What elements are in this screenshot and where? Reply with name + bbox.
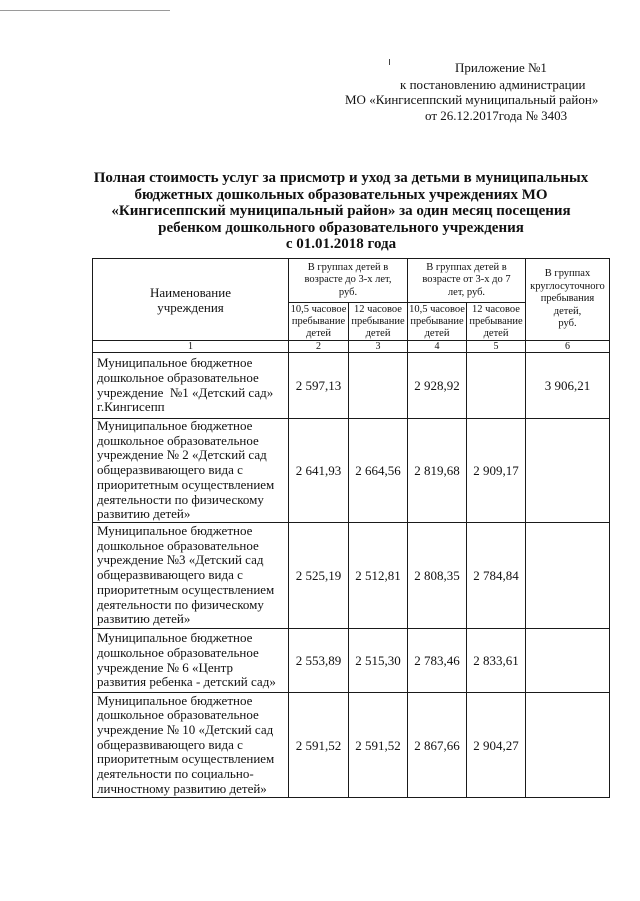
column-number: 5 [467, 341, 526, 353]
cost-value [526, 419, 610, 523]
column-number-row [93, 341, 610, 353]
column-number: 1 [93, 341, 289, 353]
table-row [93, 419, 610, 523]
institution-name: Муниципальное бюджетное дошкольное образовательное учреждение № 6 «Центр развития ребенка - детский сад» [93, 629, 289, 693]
cost-value: 2 664,56 [349, 419, 408, 523]
cost-value [526, 629, 610, 693]
column-number: 3 [349, 341, 408, 353]
cost-value: 2 641,93 [289, 419, 349, 523]
cost-value: 2 553,89 [289, 629, 349, 693]
header-group-3-to-7: В группах детей в возрасте от 3-х до 7 лет, руб. [408, 259, 526, 303]
column-number: 2 [289, 341, 349, 353]
header-institution-name: Наименование учреждения [93, 259, 289, 341]
table-header-row [93, 259, 610, 303]
cost-value [526, 523, 610, 629]
cost-value: 2 597,13 [289, 353, 349, 419]
municipality-name: МО «Кингисеппский муниципальный район» [345, 92, 599, 107]
cost-value: 2 867,66 [408, 693, 467, 798]
cost-value [526, 693, 610, 798]
table-row [93, 693, 610, 798]
resolution-date-number: от 26.12.2017года № 3403 [425, 108, 568, 123]
cost-value: 3 906,21 [526, 353, 610, 419]
appendix-label: Приложение №1 [455, 60, 547, 75]
institution-name: Муниципальное бюджетное дошкольное образовательное учреждение № 10 «Детский сад общеразвивающего вида с приоритетным осуществлением деятельности по социально- личностному развитию детей» [93, 693, 289, 798]
cost-value [349, 353, 408, 419]
header-group-under-3: В группах детей в возрасте до 3-х лет, руб. [289, 259, 408, 303]
table-row [93, 629, 610, 693]
table-row [93, 523, 610, 629]
cost-value: 2 819,68 [408, 419, 467, 523]
column-number: 4 [408, 341, 467, 353]
cost-value: 2 591,52 [349, 693, 408, 798]
subheader-10-5-hour-under-3: 10,5 часовое пребывание детей [289, 303, 349, 341]
cost-value: 2 909,17 [467, 419, 526, 523]
cost-value: 2 928,92 [408, 353, 467, 419]
header-round-the-clock: В группах круглосуточного пребывания детей, руб. [526, 259, 610, 341]
scan-edge-line [0, 10, 170, 11]
cost-value: 2 784,84 [467, 523, 526, 629]
cost-value: 2 833,61 [467, 629, 526, 693]
cost-value: 2 591,52 [289, 693, 349, 798]
resolution-reference: к постановлению администрации [400, 77, 586, 92]
subheader-12-hour-3-to-7: 12 часовое пребывание детей [467, 303, 526, 341]
table-row [93, 353, 610, 419]
cost-value: 2 512,81 [349, 523, 408, 629]
cost-value: 2 808,35 [408, 523, 467, 629]
cost-table [92, 258, 610, 798]
cost-value: 2 525,19 [289, 523, 349, 629]
cost-value: 2 904,27 [467, 693, 526, 798]
subheader-12-hour-under-3: 12 часовое пребывание детей [349, 303, 408, 341]
subheader-10-5-hour-3-to-7: 10,5 часовое пребывание детей [409, 303, 465, 339]
institution-name: Муниципальное бюджетное дошкольное образовательное учреждение № 2 «Детский сад общеразвивающего вида с приоритетным осуществлением деятельности по физическому развитию детей» [93, 419, 289, 523]
column-number: 6 [526, 341, 610, 353]
cost-value [467, 353, 526, 419]
institution-name: Муниципальное бюджетное дошкольное образовательное учреждение №1 «Детский сад» г.Кингисепп [93, 353, 289, 419]
scan-mark [389, 59, 390, 65]
cost-value: 2 515,30 [349, 629, 408, 693]
document-title: Полная стоимость услуг за присмотр и уход за детьми в муниципальных бюджетных дошкольных образовательных учреждениях МО «Кингисеппский муниципальный район» за один месяц посещения ребенком дошкольного образовательного учреждения с 01.01.2018 года [93, 170, 589, 252]
institution-name: Муниципальное бюджетное дошкольное образовательное учреждение №3 «Детский сад общеразвивающего вида с приоритетным осуществлением деятельности по физическому развитию детей» [93, 523, 289, 629]
cost-value: 2 783,46 [408, 629, 467, 693]
